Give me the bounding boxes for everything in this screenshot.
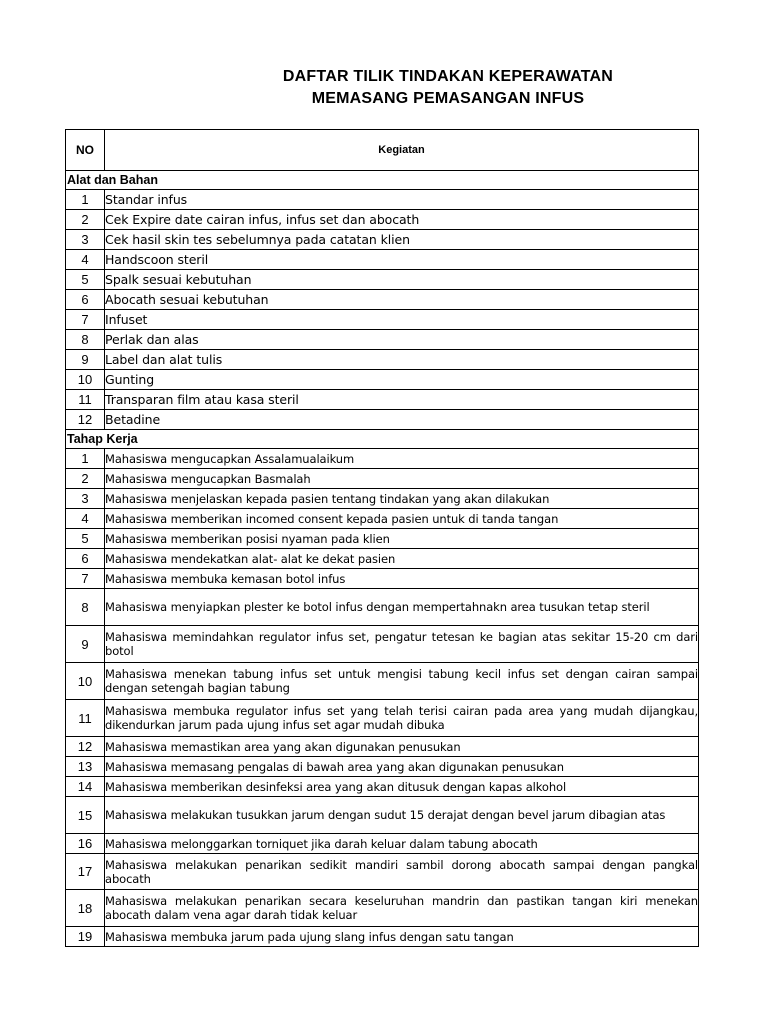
row-activity: Mahasiswa memberikan incomed consent kepada pasien untuk di tanda tangan bbox=[105, 509, 699, 529]
table-row bbox=[66, 270, 699, 290]
table-row bbox=[66, 589, 699, 626]
table-row bbox=[66, 230, 699, 250]
row-activity: Mahasiswa memastikan area yang akan digunakan penusukan bbox=[105, 737, 699, 757]
table-row bbox=[66, 777, 699, 797]
table-row bbox=[66, 290, 699, 310]
table-row bbox=[66, 210, 699, 230]
row-number: 17 bbox=[66, 854, 105, 890]
row-activity: Mahasiswa memindahkan regulator infus set, pengatur tetesan ke bagian atas sekitar 15-20 cm dari botol bbox=[105, 626, 699, 663]
row-number: 6 bbox=[66, 549, 105, 569]
row-number: 8 bbox=[66, 330, 105, 350]
row-activity: Mahasiswa memberikan posisi nyaman pada klien bbox=[105, 529, 699, 549]
row-number: 4 bbox=[66, 250, 105, 270]
row-number: 4 bbox=[66, 509, 105, 529]
row-number: 18 bbox=[66, 890, 105, 927]
row-activity: Mahasiswa memasang pengalas di bawah area yang akan digunakan penusukan bbox=[105, 757, 699, 777]
row-activity: Mahasiswa menyiapkan plester ke botol infus dengan mempertahnakn area tusukan tetap steril bbox=[105, 589, 699, 626]
checklist-table bbox=[65, 129, 699, 947]
table-row bbox=[66, 390, 699, 410]
row-number: 7 bbox=[66, 569, 105, 589]
table-row bbox=[66, 757, 699, 777]
title-line-1: DAFTAR TILIK TINDAKAN KEPERAWATAN bbox=[282, 68, 614, 85]
row-number: 12 bbox=[66, 410, 105, 430]
row-number: 19 bbox=[66, 927, 105, 947]
row-number: 14 bbox=[66, 777, 105, 797]
row-number: 11 bbox=[66, 390, 105, 410]
document-title bbox=[0, 66, 768, 110]
section-title-tahap-kerja: Tahap Kerja bbox=[66, 430, 699, 449]
row-activity: Mahasiswa melakukan tusukkan jarum dengan sudut 15 derajat dengan bevel jarum dibagian atas bbox=[105, 797, 699, 834]
row-number: 3 bbox=[66, 230, 105, 250]
table-row bbox=[66, 509, 699, 529]
row-number: 15 bbox=[66, 797, 105, 834]
table-row bbox=[66, 449, 699, 469]
row-number: 1 bbox=[66, 190, 105, 210]
row-number: 2 bbox=[66, 210, 105, 230]
table-row bbox=[66, 700, 699, 737]
row-number: 7 bbox=[66, 310, 105, 330]
table-row bbox=[66, 626, 699, 663]
table-row bbox=[66, 663, 699, 700]
table-row bbox=[66, 737, 699, 757]
row-activity: Mahasiswa melakukan penarikan secara keseluruhan mandrin dan pastikan tangan kiri menekan abocath dalam vena agar darah tidak keluar bbox=[105, 890, 699, 927]
table-row bbox=[66, 927, 699, 947]
section-heading-row bbox=[66, 171, 699, 190]
table-row bbox=[66, 489, 699, 509]
row-activity: Mahasiswa mengucapkan Basmalah bbox=[105, 469, 699, 489]
row-number: 5 bbox=[66, 529, 105, 549]
row-activity: Cek hasil skin tes sebelumnya pada catatan klien bbox=[105, 230, 699, 250]
row-activity: Mahasiswa membuka regulator infus set yang telah terisi cairan pada area yang mudah dijangkau, dikendurkan jarum pada ujung infus set agar mudah dibuka bbox=[105, 700, 699, 737]
row-activity: Mahasiswa menekan tabung infus set untuk mengisi tabung kecil infus set dengan cairan sampai dengan setengah bagian tabung bbox=[105, 663, 699, 700]
row-activity: Mahasiswa melakukan penarikan sedikit mandiri sambil dorong abocath sampai dengan pangkal abocath bbox=[105, 854, 699, 890]
table-row bbox=[66, 890, 699, 927]
row-activity: Mahasiswa menjelaskan kepada pasien tentang tindakan yang akan dilakukan bbox=[105, 489, 699, 509]
row-activity: Label dan alat tulis bbox=[105, 350, 699, 370]
row-activity: Infuset bbox=[105, 310, 699, 330]
table-row bbox=[66, 250, 699, 270]
table-row bbox=[66, 854, 699, 890]
section-heading-row bbox=[66, 430, 699, 449]
row-number: 13 bbox=[66, 757, 105, 777]
header-kegiatan: Kegiatan bbox=[105, 130, 699, 171]
row-activity: Cek Expire date cairan infus, infus set dan abocath bbox=[105, 210, 699, 230]
table-row bbox=[66, 549, 699, 569]
row-number: 10 bbox=[66, 663, 105, 700]
table-row bbox=[66, 370, 699, 390]
row-number: 8 bbox=[66, 589, 105, 626]
row-number: 9 bbox=[66, 626, 105, 663]
header-no: NO bbox=[66, 130, 105, 171]
row-activity: Transparan film atau kasa steril bbox=[105, 390, 699, 410]
table-row bbox=[66, 529, 699, 549]
row-activity: Betadine bbox=[105, 410, 699, 430]
row-activity: Handscoon steril bbox=[105, 250, 699, 270]
table-row bbox=[66, 350, 699, 370]
row-number: 16 bbox=[66, 834, 105, 854]
row-number: 5 bbox=[66, 270, 105, 290]
table-header-row bbox=[66, 130, 699, 171]
table-row bbox=[66, 569, 699, 589]
row-activity: Standar infus bbox=[105, 190, 699, 210]
row-activity: Perlak dan alas bbox=[105, 330, 699, 350]
row-activity: Abocath sesuai kebutuhan bbox=[105, 290, 699, 310]
table-row bbox=[66, 797, 699, 834]
row-activity: Mahasiswa mendekatkan alat- alat ke dekat pasien bbox=[105, 549, 699, 569]
table-row bbox=[66, 410, 699, 430]
row-activity: Mahasiswa memberikan desinfeksi area yang akan ditusuk dengan kapas alkohol bbox=[105, 777, 699, 797]
row-activity: Mahasiswa membuka kemasan botol infus bbox=[105, 569, 699, 589]
row-number: 6 bbox=[66, 290, 105, 310]
section-title-alat-bahan: Alat dan Bahan bbox=[66, 171, 699, 190]
row-number: 1 bbox=[66, 449, 105, 469]
title-line-2: MEMASANG PEMASANGAN INFUS bbox=[311, 90, 585, 107]
table-row bbox=[66, 834, 699, 854]
table-row bbox=[66, 310, 699, 330]
row-activity: Mahasiswa melonggarkan torniquet jika darah keluar dalam tabung abocath bbox=[105, 834, 699, 854]
row-activity: Mahasiswa mengucapkan Assalamualaikum bbox=[105, 449, 699, 469]
row-activity: Spalk sesuai kebutuhan bbox=[105, 270, 699, 290]
table-row bbox=[66, 190, 699, 210]
table-row bbox=[66, 469, 699, 489]
row-number: 9 bbox=[66, 350, 105, 370]
row-number: 3 bbox=[66, 489, 105, 509]
row-number: 2 bbox=[66, 469, 105, 489]
row-number: 11 bbox=[66, 700, 105, 737]
table-row bbox=[66, 330, 699, 350]
row-activity: Mahasiswa membuka jarum pada ujung slang infus dengan satu tangan bbox=[105, 927, 699, 947]
row-activity: Gunting bbox=[105, 370, 699, 390]
row-number: 12 bbox=[66, 737, 105, 757]
row-number: 10 bbox=[66, 370, 105, 390]
